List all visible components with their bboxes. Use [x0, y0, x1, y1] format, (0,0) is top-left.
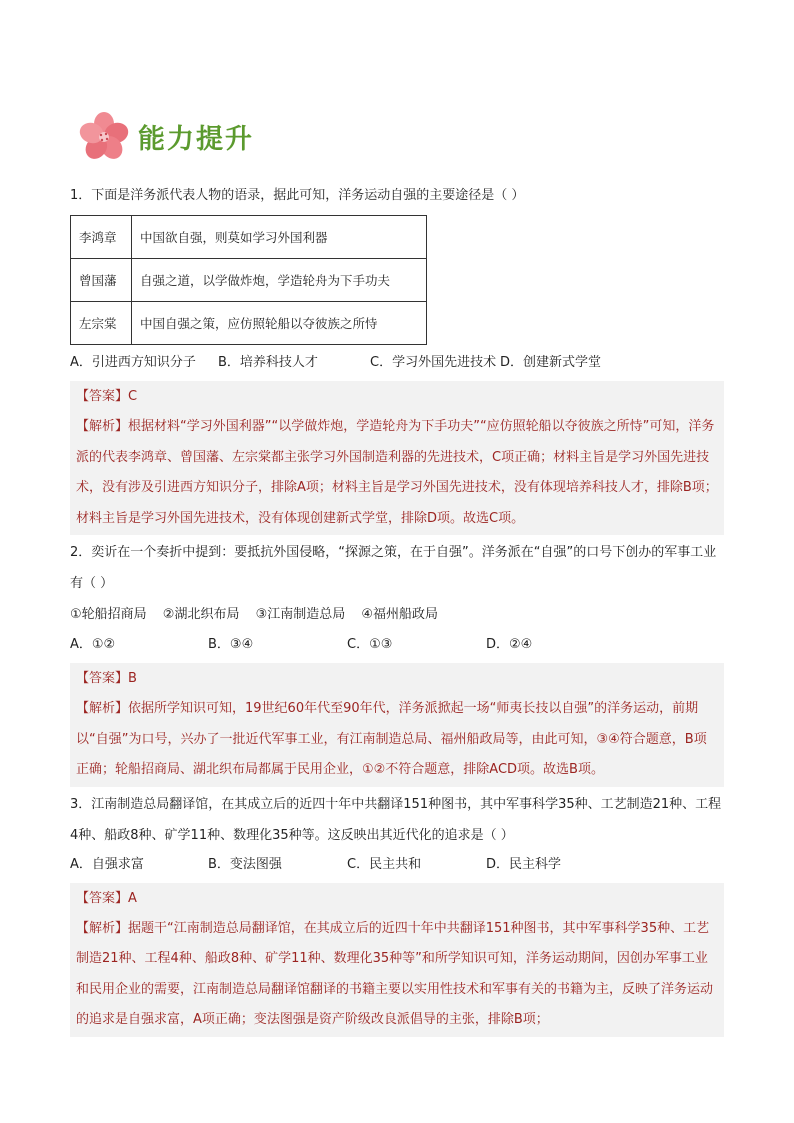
option-c: C．①③ [347, 637, 393, 652]
list-item: ①轮船招商局 [70, 607, 147, 622]
table-cell-name: 李鸿章 [71, 216, 132, 259]
option-c: C．民主共和 [347, 856, 422, 872]
answer-label: 【答案】B [76, 671, 137, 686]
option-d: D．创建新式学堂 [500, 355, 602, 370]
answer-box [70, 381, 724, 535]
option-b: B．③④ [208, 637, 254, 652]
option-b: B．培养科技人才 [218, 355, 318, 370]
table-row [71, 302, 427, 345]
option-c: C．学习外国先进技术 [370, 355, 497, 370]
explanation-text: 【解析】依据所学知识可知，19世纪60年代至90年代，洋务派掀起一场“师夷长技以自强”的洋务运动，前期以“自强”为口号，兴办了一批近代军事工业，有江南制造总局、福州船政局等，由此可知，③④符合题意，B项正确；轮船招商局、湖北织布局都属于民用企业，①②不符合题意，排除ACD项。故选B项。 [76, 701, 707, 777]
table-cell-quote: 自强之道，以学做炸炮，学造轮舟为下手功夫 [132, 259, 427, 302]
answer-label: 【答案】C [76, 389, 138, 404]
answer-box [70, 883, 724, 1037]
table-cell-quote: 中国欲自强，则莫如学习外国利器 [132, 216, 427, 259]
explanation-text: 【解析】根据材料“学习外国利器”“以学做炸炮，学造轮舟为下手功夫”“应仿照轮船以夺彼族之所恃”可知，洋务派的代表李鸿章、曾国藩、左宗棠都主张学习外国制造利器的先进技术，C项正确；材料主旨是学习外国先进技术，没有涉及引进西方知识分子，排除A项；材料主旨是学习外国先进技术，没有体现培养科技人才，排除B项；材料主旨是学习外国先进技术，没有体现创建新式学堂，排除D项。故选C项。 [76, 419, 718, 526]
section-header [74, 110, 254, 162]
question-2-items [70, 599, 724, 631]
table-cell-quote: 中国自强之策，应仿照轮船以夺彼族之所恃 [132, 302, 427, 345]
answer-label: 【答案】A [76, 890, 137, 906]
option-d: D．②④ [486, 637, 533, 652]
question-list [70, 180, 724, 1039]
plum-blossom-icon [74, 110, 134, 162]
list-item: ③江南制造总局 [255, 607, 346, 622]
option-a: A．引进西方知识分子 [70, 355, 196, 370]
question-1-options [70, 349, 724, 377]
explanation-text: 【解析】据题干“江南制造总局翻译馆，在其成立后的近四十年中共翻译151种图书，其中军事科学35种、工艺制造21种、工程4种、船政8种、矿学11种、数理化35种等”和所学知识可知，洋务运动期间，因创办军事工业和民用企业的需要，江南制造总局翻译馆翻译的书籍主要以实用性技术和军事有关的书籍为主，反映了洋务运动的追求是自强求富，A项正确；变法图强是资产阶级改良派倡导的主张，排除B项； [76, 920, 714, 1027]
question-2-stem: 2．奕䜣在一个奏折中提到：要抵抗外国侵略，“探源之策，在于自强”。洋务派在“自强”的口号下创办的军事工业有（ ） [70, 545, 717, 591]
table-cell-name: 曾国藩 [71, 259, 132, 302]
option-b: B．变法图强 [208, 856, 282, 872]
option-a: A．自强求富 [70, 856, 144, 872]
table-row [71, 216, 427, 259]
table-cell-name: 左宗棠 [71, 302, 132, 345]
section-title: 能力提升 [138, 123, 254, 155]
question-3-options [70, 851, 724, 879]
option-a: A．①② [70, 637, 116, 652]
option-d: D．民主科学 [486, 856, 562, 872]
question-1-stem: 1．下面是洋务派代表人物的语录，据此可知，洋务运动自强的主要途径是（ ） [70, 188, 525, 203]
quotes-table [70, 215, 427, 345]
question-2-options [70, 631, 724, 659]
list-item: ②湖北织布局 [162, 607, 240, 622]
answer-box [70, 663, 724, 787]
question-3-stem: 3．江南制造总局翻译馆，在其成立后的近四十年中共翻译151种图书，其中军事科学35种、工艺制造21种、工程4种、船政8种、矿学11种、数理化35种等。这反映出其近代化的追求是（ ） [70, 796, 722, 843]
table-row [71, 259, 427, 302]
list-item: ④福州船政局 [361, 607, 439, 622]
